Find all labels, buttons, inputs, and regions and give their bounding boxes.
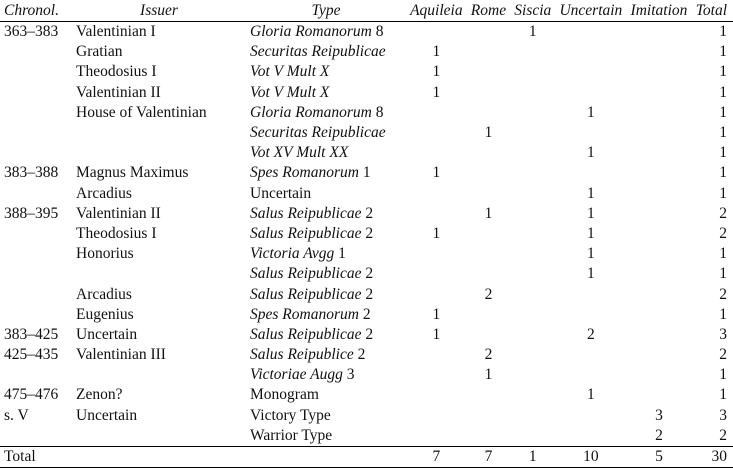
cell-rome: [467, 184, 510, 204]
cell-type: [246, 325, 406, 345]
cell-aquileia: [406, 365, 467, 385]
type-ref: Uncertain: [250, 184, 312, 202]
cell-siscia: [510, 103, 555, 123]
cell-imitation: [626, 305, 691, 325]
cell-rome: [467, 143, 510, 163]
cell-chronol: s. V: [4, 406, 29, 424]
header-uncertain: Uncertain: [559, 1, 623, 19]
type-ref: 3: [342, 366, 355, 384]
cell-aquileia: [406, 385, 467, 405]
cell-rome: 1: [484, 124, 493, 142]
table-row: [0, 42, 733, 62]
header-chronol: Chronol.: [4, 1, 59, 19]
cell-aquileia: [406, 103, 467, 123]
cell-imitation: [626, 385, 691, 405]
type-legend: Salus Reipublicae: [250, 204, 362, 222]
table-row: [0, 224, 733, 244]
cell-issuer: Arcadius: [76, 285, 132, 303]
table-row: [0, 143, 733, 163]
cell-type: [246, 305, 406, 325]
cell-aquileia: [406, 143, 467, 163]
cell-chronol: 383–425: [4, 325, 59, 343]
cell-issuer: Uncertain: [76, 406, 138, 424]
cell-chronol: [0, 305, 72, 325]
cell-issuer: Gratian: [76, 43, 123, 61]
total-uncertain: 10: [555, 446, 626, 467]
type-legend: Salus Reipublice: [250, 346, 354, 364]
cell-uncertain: [555, 83, 626, 103]
cell-siscia: 1: [528, 23, 537, 41]
cell-issuer: Uncertain: [76, 325, 138, 343]
cell-aquileia: [406, 123, 467, 143]
type-legend: Vot V Mult X: [250, 83, 330, 101]
type-legend: Salus Reipublicae: [250, 285, 362, 303]
cell-uncertain: [555, 365, 626, 385]
cell-type: [246, 42, 406, 62]
cell-imitation: [626, 123, 691, 143]
cell-aquileia: 1: [432, 305, 441, 323]
cell-siscia: [510, 123, 555, 143]
cell-siscia: [510, 224, 555, 244]
cell-imitation: [626, 143, 691, 163]
cell-issuer: [72, 123, 246, 143]
cell-issuer: [72, 426, 246, 447]
cell-siscia: [510, 426, 555, 447]
cell-type: [246, 83, 406, 103]
cell-chronol: [0, 365, 72, 385]
cell-total: 1: [719, 144, 727, 162]
total-label: Total: [0, 446, 72, 467]
cell-imitation: [626, 42, 691, 62]
type-ref: Monogram: [250, 386, 319, 404]
cell-siscia: [510, 62, 555, 82]
cell-rome: 2: [484, 285, 493, 303]
cell-imitation: [626, 62, 691, 82]
total-issuer-empty: [72, 446, 246, 467]
cell-issuer: Valentinian III: [76, 346, 166, 364]
cell-uncertain: 1: [587, 144, 595, 162]
cell-uncertain: [555, 426, 626, 447]
table-row: [0, 22, 733, 43]
type-legend: Salus Reipublicae: [250, 325, 362, 343]
type-ref: 2: [361, 285, 374, 303]
cell-uncertain: 1: [587, 265, 595, 283]
cell-aquileia: [406, 184, 467, 204]
cell-type: [246, 184, 406, 204]
cell-type: [246, 224, 406, 244]
table-row: [0, 325, 733, 345]
cell-chronol: [0, 143, 72, 163]
type-legend: Gloria Romanorum: [250, 103, 372, 121]
cell-aquileia: [406, 204, 467, 224]
cell-imitation: [626, 284, 691, 304]
cell-rome: [467, 264, 510, 284]
cell-uncertain: [555, 42, 626, 62]
cell-aquileia: 1: [432, 63, 441, 81]
cell-total: 1: [719, 103, 727, 121]
cell-imitation: [626, 224, 691, 244]
cell-chronol: [0, 123, 72, 143]
cell-total: 2: [719, 224, 727, 242]
cell-chronol: 363–383: [4, 23, 59, 41]
cell-aquileia: 1: [432, 224, 441, 242]
cell-issuer: Valentinian I: [76, 23, 156, 41]
cell-total: 2: [719, 426, 727, 444]
type-ref: 8: [371, 23, 384, 41]
type-ref: Victory Type: [250, 406, 331, 424]
cell-issuer: [72, 143, 246, 163]
cell-imitation: [626, 204, 691, 224]
cell-rome: [467, 22, 510, 43]
cell-aquileia: [406, 22, 467, 43]
cell-siscia: [510, 345, 555, 365]
table-row: [0, 385, 733, 405]
cell-uncertain: [555, 406, 626, 426]
cell-type: [246, 62, 406, 82]
cell-chronol: [0, 42, 72, 62]
cell-total: 1: [719, 245, 727, 263]
cell-imitation: 2: [655, 426, 663, 444]
cell-imitation: [626, 83, 691, 103]
cell-siscia: [510, 184, 555, 204]
cell-uncertain: 1: [587, 103, 595, 121]
cell-rome: [467, 385, 510, 405]
table-row: [0, 345, 733, 365]
cell-rome: [467, 224, 510, 244]
cell-total: 1: [719, 386, 727, 404]
type-legend: Vot V Mult X: [250, 63, 330, 81]
cell-imitation: 3: [655, 406, 663, 424]
cell-issuer: Valentinian II: [76, 204, 161, 222]
total-siscia: 1: [510, 446, 555, 467]
cell-uncertain: [555, 345, 626, 365]
cell-uncertain: [555, 163, 626, 183]
cell-imitation: [626, 264, 691, 284]
type-legend: Salus Reipublicae: [250, 265, 362, 283]
cell-type: [246, 426, 406, 447]
cell-uncertain: [555, 123, 626, 143]
cell-siscia: [510, 83, 555, 103]
cell-type: [246, 345, 406, 365]
table-row: [0, 244, 733, 264]
table-row: [0, 163, 733, 183]
cell-rome: [467, 305, 510, 325]
cell-total: 1: [719, 83, 727, 101]
cell-total: 1: [719, 124, 727, 142]
cell-issuer: Valentinian II: [76, 83, 161, 101]
cell-uncertain: [555, 284, 626, 304]
cell-total: 1: [719, 184, 727, 202]
cell-chronol: [0, 426, 72, 447]
cell-rome: 1: [484, 204, 493, 222]
cell-total: 1: [719, 164, 727, 182]
type-ref: 2: [358, 305, 371, 323]
type-legend: Victoriae Augg: [250, 366, 343, 384]
type-legend: Securitas Reipublicae: [250, 43, 386, 61]
table-row: [0, 83, 733, 103]
cell-siscia: [510, 284, 555, 304]
table-row: [0, 103, 733, 123]
cell-issuer: Eugenius: [76, 305, 134, 323]
cell-chronol: [0, 184, 72, 204]
cell-issuer: [72, 365, 246, 385]
cell-issuer: Magnus Maximus: [76, 164, 189, 182]
cell-chronol: [0, 244, 72, 264]
total-row: [0, 446, 733, 467]
cell-uncertain: [555, 305, 626, 325]
cell-issuer: Arcadius: [76, 184, 132, 202]
cell-type: [246, 103, 406, 123]
table-row: [0, 204, 733, 224]
cell-rome: 1: [484, 366, 493, 384]
cell-aquileia: 1: [432, 43, 441, 61]
header-total: Total: [695, 1, 727, 19]
header-row: [0, 0, 733, 22]
cell-imitation: [626, 365, 691, 385]
cell-type: [246, 204, 406, 224]
cell-aquileia: 1: [432, 83, 441, 101]
table-row: [0, 406, 733, 426]
cell-uncertain: 1: [587, 386, 595, 404]
cell-rome: [467, 83, 510, 103]
cell-chronol: [0, 224, 72, 244]
cell-siscia: [510, 385, 555, 405]
cell-type: [246, 365, 406, 385]
cell-total: 3: [719, 325, 727, 343]
cell-total: 3: [719, 406, 727, 424]
cell-aquileia: [406, 406, 467, 426]
header-siscia: Siscia: [514, 1, 552, 19]
cell-aquileia: 1: [432, 325, 441, 343]
cell-total: 2: [719, 346, 727, 364]
cell-type: [246, 244, 406, 264]
header-type: Type: [311, 1, 341, 19]
cell-uncertain: 1: [587, 204, 595, 222]
type-legend: Victoria Avgg: [250, 245, 335, 263]
type-ref: 8: [371, 103, 384, 121]
total-aquileia: 7: [406, 446, 467, 467]
table-body: [0, 22, 733, 468]
cell-siscia: [510, 163, 555, 183]
cell-total: 1: [719, 265, 727, 283]
cell-rome: [467, 325, 510, 345]
cell-siscia: [510, 305, 555, 325]
cell-rome: [467, 406, 510, 426]
table-row: [0, 365, 733, 385]
cell-chronol: 383–388: [4, 164, 59, 182]
type-ref: 2: [361, 265, 374, 283]
type-ref: 2: [353, 346, 366, 364]
type-legend: Salus Reipublicae: [250, 224, 362, 242]
cell-imitation: [626, 345, 691, 365]
type-ref: 2: [361, 224, 374, 242]
cell-chronol: [0, 83, 72, 103]
type-ref: Warrior Type: [250, 426, 333, 444]
cell-chronol: [0, 103, 72, 123]
table-row: [0, 62, 733, 82]
cell-aquileia: 1: [432, 164, 441, 182]
cell-chronol: 475–476: [4, 386, 59, 404]
cell-total: 2: [719, 204, 727, 222]
type-ref: 1: [358, 164, 371, 182]
cell-total: 2: [719, 285, 727, 303]
cell-uncertain: [555, 62, 626, 82]
table-header: [0, 0, 733, 22]
cell-siscia: [510, 264, 555, 284]
cell-type: [246, 143, 406, 163]
type-ref: 2: [361, 204, 374, 222]
cell-imitation: [626, 163, 691, 183]
cell-siscia: [510, 244, 555, 264]
cell-rome: [467, 42, 510, 62]
cell-aquileia: [406, 345, 467, 365]
cell-total: 1: [719, 23, 727, 41]
cell-siscia: [510, 42, 555, 62]
table-row: [0, 184, 733, 204]
cell-type: [246, 385, 406, 405]
cell-type: [246, 22, 406, 43]
table-row: [0, 264, 733, 284]
cell-siscia: [510, 365, 555, 385]
table-row: [0, 284, 733, 304]
cell-rome: [467, 103, 510, 123]
cell-imitation: [626, 103, 691, 123]
cell-siscia: [510, 143, 555, 163]
cell-imitation: [626, 184, 691, 204]
cell-uncertain: 1: [587, 245, 595, 263]
cell-issuer: Honorius: [76, 245, 134, 263]
cell-aquileia: [406, 264, 467, 284]
cell-type: [246, 264, 406, 284]
type-ref: 1: [334, 245, 346, 263]
cell-aquileia: [406, 426, 467, 447]
cell-issuer: House of Valentinian: [76, 103, 207, 121]
cell-chronol: [0, 264, 72, 284]
table-row: [0, 426, 733, 447]
cell-chronol: 388–395: [4, 204, 59, 222]
header-imitation: Imitation: [630, 1, 688, 19]
table-row: [0, 123, 733, 143]
cell-rome: [467, 62, 510, 82]
cell-chronol: [0, 62, 72, 82]
type-legend: Vot XV Mult XX: [250, 144, 349, 162]
cell-siscia: [510, 325, 555, 345]
table-row: [0, 305, 733, 325]
type-legend: Securitas Reipublicae: [250, 124, 386, 142]
cell-chronol: 425–435: [4, 346, 59, 364]
cell-siscia: [510, 204, 555, 224]
cell-total: 1: [719, 305, 727, 323]
type-legend: Spes Romanorum: [250, 305, 359, 323]
type-legend: Gloria Romanorum: [250, 23, 372, 41]
cell-uncertain: 1: [587, 224, 595, 242]
cell-uncertain: 1: [587, 184, 595, 202]
header-rome: Rome: [470, 1, 507, 19]
header-aquileia: Aquileia: [410, 1, 463, 19]
type-ref: 2: [361, 325, 374, 343]
cell-issuer: Theodosius I: [76, 63, 157, 81]
cell-rome: [467, 244, 510, 264]
cell-imitation: [626, 244, 691, 264]
total-type-empty: [246, 446, 406, 467]
cell-siscia: [510, 406, 555, 426]
cell-type: [246, 163, 406, 183]
cell-rome: 2: [484, 346, 493, 364]
total-imitation: 5: [626, 446, 691, 467]
cell-issuer: Theodosius I: [76, 224, 157, 242]
cell-rome: [467, 426, 510, 447]
cell-chronol: [0, 284, 72, 304]
total-rome: 7: [467, 446, 510, 467]
cell-total: 1: [719, 63, 727, 81]
cell-type: [246, 284, 406, 304]
cell-type: [246, 406, 406, 426]
cell-issuer: Zenon?: [76, 386, 123, 404]
cell-uncertain: [555, 22, 626, 43]
cell-aquileia: [406, 244, 467, 264]
type-legend: Spes Romanorum: [250, 164, 359, 182]
cell-issuer: [72, 264, 246, 284]
total-grand: 30: [692, 446, 733, 467]
cell-total: 1: [719, 366, 727, 384]
cell-rome: [467, 163, 510, 183]
header-issuer: Issuer: [140, 1, 178, 19]
cell-total: 1: [719, 43, 727, 61]
cell-type: [246, 123, 406, 143]
cell-imitation: [626, 325, 691, 345]
cell-imitation: [626, 22, 691, 43]
cell-aquileia: [406, 284, 467, 304]
cell-uncertain: 2: [587, 325, 595, 343]
